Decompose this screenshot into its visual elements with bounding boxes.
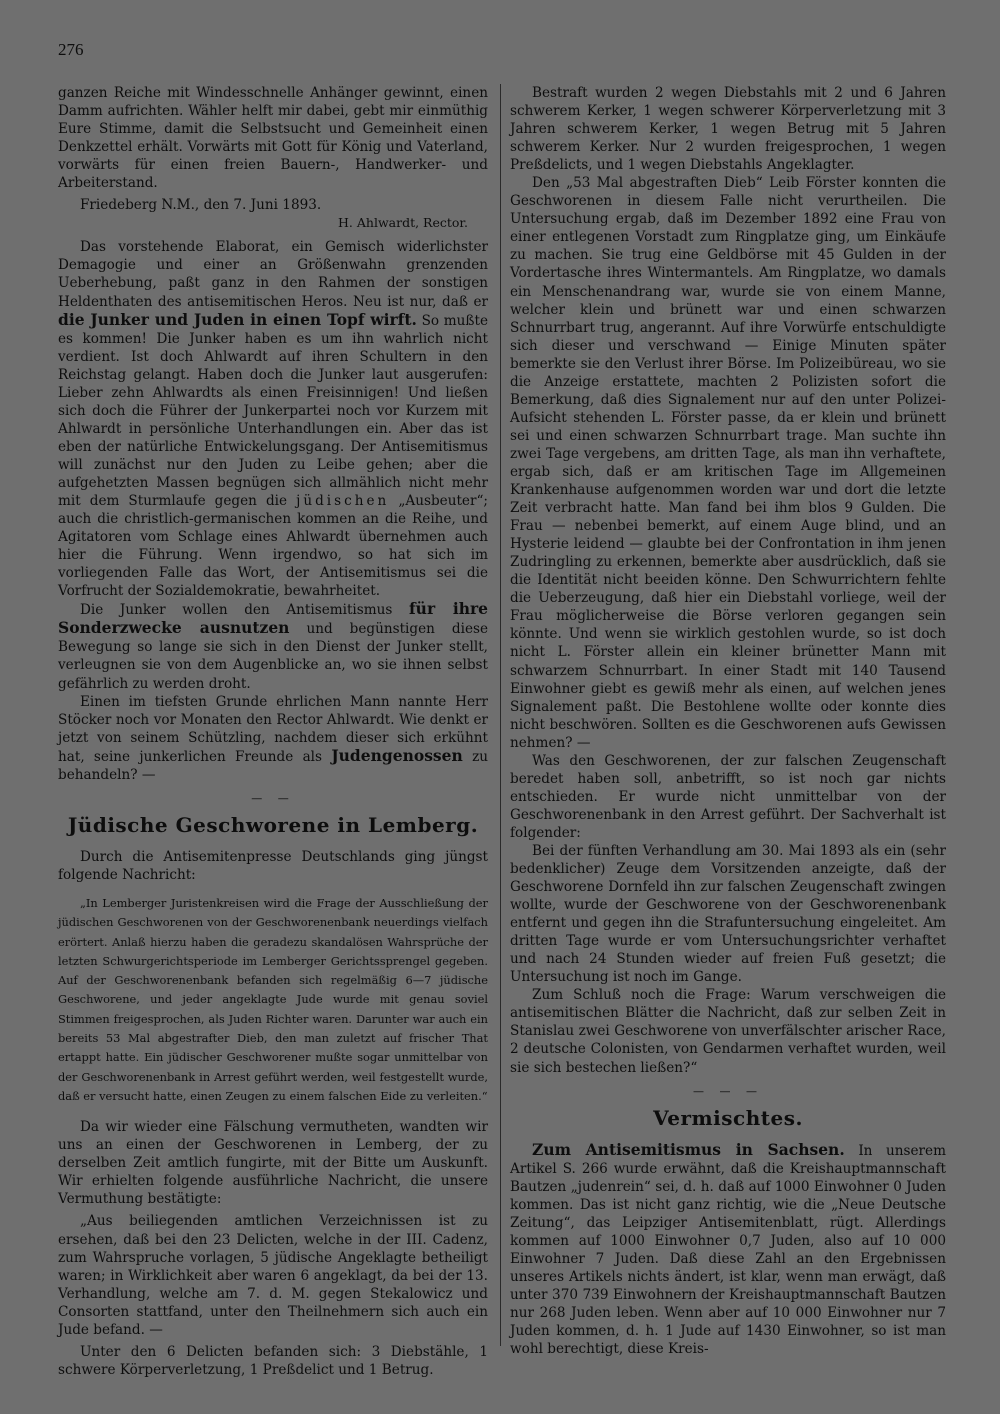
- appeal-paragraph-end: ganzen Reiche mit Windesschnelle Anhänger gewinnt, einen Damm aufrichten. Wähler helft mir dabei, gebt mir einmüthig Eure Stimme, damit die Selbstsucht und Gemeinheit einen Denkzettel erhält. Vorwärts mit Gott für König und Vaterland, vorwärts für einen freien Bauern-, Handwerker- und Arbeiterstand.: [58, 85, 488, 192]
- emphasis-sonderzwecke: für ihre Sonderzwecke ausnutzen: [58, 599, 488, 638]
- separator: — — —: [693, 1084, 763, 1098]
- delicts-paragraph: Unter den 6 Delicten befanden sich: 3 Diebstähle, 1 schwere Körperverletzung, 1 Preßdelict und 1 Betrug.: [58, 1343, 488, 1378]
- column-rule: [500, 84, 501, 1346]
- dateline: Friedeberg N.M., den 7. Juni 1893.: [80, 197, 322, 214]
- subhead-sachsen: Zum Antisemitismus in Sachsen.: [532, 1139, 845, 1159]
- reply-paragraph: „Aus beiliegenden amtlichen Verzeichnissen ist zu ersehen, daß bei den 23 Delicten, welche in der III. Cadenz, zum Wahrspruche vorlagen, 5 jüdische Angeklagte betheiligt waren; in Wirklichkeit aber waren 6 angeklagt, da bei der 13. Verhandlung, welche am 7. d. M. gegen Stekalowicz und Consorten stattfand, unter den Theilnehmern sich auch ein Jude befand. —: [58, 1213, 488, 1338]
- quoted-news: „In Lemberger Juristenkreisen wird die Frage der Ausschließung der jüdischen Geschworenen von der Geschworenenbank neuerdings vielfach erörtert. Anlaß hierzu haben die geradezu skandalösen Wahrsprüche der letzten Schwurgerichtsperiode im Lemberger Gerichtssprengel gegeben. Auf der Geschworenenbank befanden sich regelmäßig 6—7 jüdische Geschworene, und jeder angeklagte Jude wurde mit genau soviel Stimmen freigesprochen, als Juden Richter waren. Darunter war auch ein bereits 53 Mal abgestrafter Dieb, den man zuletzt auf frischer That ertappt hatte. Ein jüdischer Geschworener mußte sogar unmittelbar von der Geschworenenbank in Arrest geführt werden, weil festgestellt wurde, daß er versucht hatte, einen Zeugen zu einem falschen Eide zu verleiten.“: [58, 895, 488, 1103]
- foerster-paragraph: Den „53 Mal abgestraften Dieb“ Leib Förster konnten die Geschworenen in diesem Falle nicht verurtheilen. Die Untersuchung ergab, daß im Dezember 1892 eine Frau von einer entlegenen Vorstadt zum Ringplatze ging, um Einkäufe zu machen. Sie trug eine Geldbörse mit 45 Gulden in der Vordertasche ihres Wintermantels. Am Ringplatze, wo damals ein Menschenandrang war, wurde sie von einem Manne, welcher klein und brünett war und einen schwarzen Schnurrbart trug, angerannt. Auf ihre Vorwürfe entschuldigte sich dieser und verschwand — Einige Minuten später bemerkte sie den Verlust ihrer Börse. Im Polizeibüreau, wo sie die Anzeige erstattete, machten 2 Polizisten sofort die Bemerkung, daß dies Signalement nur auf den unter Polizei-Aufsicht stehenden L. Förster passe, da er klein und brünett sei und einen schwarzen Schnurrbart trage. Man suchte ihn zwei Tage vergebens, am dritten Tage, als man ihn verhaftete, ergab sich, daß er am kritischen Tage im Allgemeinen Krankenhause aufgenommen worden war und dort die letzte Zeit verbracht hatte. Man fand bei ihm blos 9 Gulden. Die Frau — nebenbei bemerkt, auf einem Auge blind, und an Hysterie leidend — glaubte bei der Confrontation in ihm jenen Zudringling zu erkennen, bemerkte aber ausdrücklich, daß sie die Identität nicht beeiden könne. Den Schwurrichtern fehlte die Ueberzeugung, daß hier ein Diebstahl vorliege, weil der Frau möglicherweise die Börse verloren gegangen sein könnte. Und wenn sie wirklich gestohlen wurde, so ist doch nicht L. Förster allein ein kleiner brünetter Mann mit schwarzem Schnurrbart. In einer Stadt mit 140 Tausend Einwohner giebt es gewiß mehr als einen, auf welchen jenes Signalement paßt. Die Bestohlene wollte oder konnte dies nicht beschwören. Sollten es die Geschworenen aufs Gewissen nehmen? —: [510, 175, 946, 751]
- signature: H. Ahlwardt, Rector.: [338, 215, 468, 231]
- stoecker-paragraph: Einen im tiefsten Grunde ehrlichen Mann nannte Herr Stöcker noch vor Monaten den Rector Ahlwardt. Wie denkt er jetzt von seinem Schützling, nachdem dieser sich erkühnt hat, seine junkerlichen Freunde als Judengenossen zu behandeln? —: [58, 693, 488, 783]
- juror-paragraph: Was den Geschworenen, der zur falschen Zeugenschaft beredet haben soll, anbetrifft, so ist noch gar nichts entschieden. Er wurde nicht unmittelbar von der Geschworenenbank in den Arrest geführt. Der Sachverhalt ist folgender:: [510, 752, 946, 841]
- commentary-paragraph: Das vorstehende Elaborat, ein Gemisch widerlichster Demagogie und einer an Größenwahn grenzenden Ueberhebung, paßt ganz in den Rahmen der sonstigen Heldenthaten des antisemitischen Heros. Neu ist nur, daß er die Junker und Juden in einen Topf wirft. So mußte es kommen! Die Junker haben es um ihn wahrlich nicht verdient. Ist doch Ahlwardt auf ihren Schultern in den Reichstag gelangt. Haben doch die Junker laut ausgerufen: Lieber zehn Ahlwardts als einen Freisinnigen! Und ließen sich doch die Führer der Junkerpartei noch vor Kurzem mit Ahlwardt in persönliche Unterhandlungen ein. Aber das ist eben der natürliche Entwickelungsgang. Der Antisemitismus will zunächst nur den Juden zu Leibe gehen; aber die aufgehetzten Massen begnügen sich allmählich nicht mehr mit dem Sturmlaufe gegen die jüdischen „Ausbeuter“; auch die christlich-germanischen kommen an die Reihe, und Agitatoren vom Schlage eines Ahlwardt übernehmen auch hier die Führung. Wenn irgendwo, so hat sich im vorliegenden Falle das Wort, der Antisemitismus sei die Vorfrucht der Sozialdemokratie, bewahrheitet.: [58, 239, 489, 600]
- sentences-paragraph: Bestraft wurden 2 wegen Diebstahls mit 2 und 6 Jahren schwerem Kerker, 1 wegen schwerer Körperverletzung mit 3 Jahren schwerem Kerker, 1 wegen Betrug mit 5 Jahren schwerem Kerker. Nur 2 wurden freigesprochen, 1 wegen Preßdelicts, und 1 wegen Diebstahls Angeklagter.: [510, 85, 946, 174]
- right-column: [510, 84, 946, 1358]
- page-number: 276: [58, 40, 84, 59]
- spaced-emphasis: jüdischen: [296, 493, 390, 510]
- inquiry-paragraph: Da wir wieder eine Fälschung vermutheten, wandten wir uns an einen der Geschworenen in Lemberg, der zu derselben Zeit amtlich fungirte, mit der Bitte um Auskunft. Wir erhielten folgende ausführliche Nachricht, die unsere Vermuthung bestätigte:: [58, 1119, 488, 1208]
- junker-paragraph: Die Junker wollen den Antisemitismus für ihre Sonderzwecke ausnutzen und begünstigen diese Bewegung so lange sie sich in den Dienst der Junker stellt, verleugnen sie von dem Augenblicke an, wo sie ihnen selbst gefährlich zu werden droht.: [58, 599, 489, 692]
- section-title-lemberg: Jüdische Geschworene in Lemberg.: [67, 812, 479, 837]
- sachsen-paragraph: Zum Antisemitismus in Sachsen. In unserem Artikel S. 266 wurde erwähnt, daß die Kreishauptmannschaft Bautzen „judenrein“ sei, d. h. daß auf 1000 Einwohner 0 Juden kommen. Das ist nicht ganz richtig, wie die „Neue Deutsche Zeitung“, das Leipziger Antisemitenblatt, rügt. Allerdings kommen auf 1000 Einwohner 0,7 Juden, also auf 10 000 Einwohner 7 Juden. Daß diese Zahl an den Ergebnissen unseres Artikels nichts ändert, ist klar, wenn man erwägt, daß unter 370 739 Einwohnern der Kreishauptmannschaft Bautzen nur 268 Juden leben. Wenn aber auf 10 000 Einwohner nur 7 Juden kommen, d. h. 1 Jude auf 1430 Einwohner, so ist man wohl berechtigt, diese Kreis-: [510, 1139, 946, 1358]
- closing-question-paragraph: Zum Schluß noch die Frage: Warum verschweigen die antisemitischen Blätter die Nachricht, daß zur selben Zeit in Stanislau zwei Geschworene von unverfälschter arischer Race, 2 deutsche Colonisten, von Gendarmen verhaftet wurden, weil sie sich bestechen ließen?“: [510, 987, 946, 1076]
- separator: — —: [251, 791, 295, 805]
- section-title-vermischtes: Vermischtes.: [653, 1105, 803, 1130]
- hearing-paragraph: Bei der fünften Verhandlung am 30. Mai 1893 als ein (sehr bedenklicher) Zeuge dem Vorsitzenden anzeigte, daß der Geschworene Dornfeld ihn zur falschen Zeugenschaft zwingen wollte, wurde der Geschworene von der Geschworenenbank entfernt und gegen ihn die Strafuntersuchung eingeleitet. Am dritten Tage wurde er vom Untersuchungsrichter verhaftet und nach 24 Stunden wieder auf freien Fuß gesetzt; die Untersuchung ist noch im Gange.: [510, 842, 946, 986]
- left-column: [58, 84, 488, 1379]
- emphasis-junker-juden: die Junker und Juden in einen Topf wirft.: [58, 309, 417, 329]
- intro-paragraph: Durch die Antisemitenpresse Deutschlands ging jüngst folgende Nachricht:: [58, 848, 488, 883]
- emphasis-judengenossen: Judengenossen: [331, 745, 463, 765]
